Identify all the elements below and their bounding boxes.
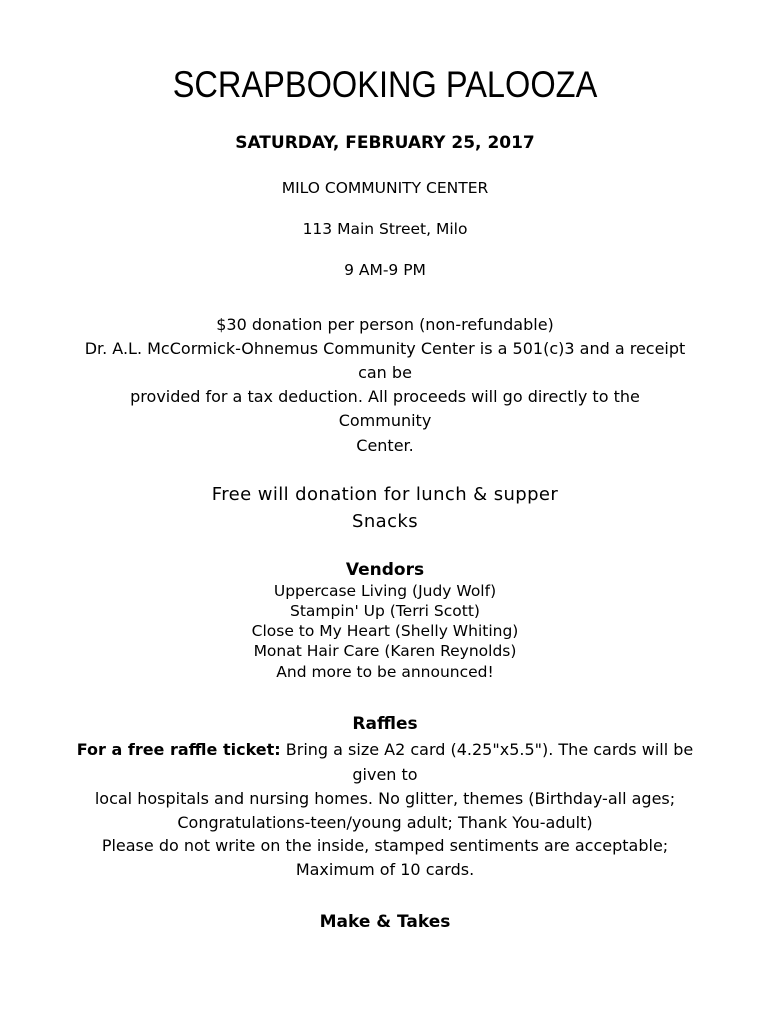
vendor-item: Uppercase Living (Judy Wolf) xyxy=(273,582,497,600)
raffle-line: Maximum of 10 cards. xyxy=(295,860,475,879)
event-hours: 9 AM-9 PM xyxy=(344,261,426,279)
raffle-line: local hospitals and nursing homes. No glitter, themes (Birthday-all ages; xyxy=(94,789,676,808)
donation-line: $30 donation per person (non-refundable) xyxy=(216,315,554,334)
raffle-line: Bring a size A2 card (4.25"x5.5"). The cards will be xyxy=(280,740,694,759)
raffle-first-line xyxy=(0,740,770,759)
vendors-heading: Vendors xyxy=(345,560,425,580)
raffle-line: Please do not write on the inside, stamped sentiments are acceptable; xyxy=(101,836,669,855)
donation-line: Center. xyxy=(356,436,414,455)
raffle-lead: For a free raffle ticket: xyxy=(76,740,281,759)
food-line: Snacks xyxy=(352,511,418,532)
make-takes-heading: Make & Takes xyxy=(319,912,451,932)
donation-line: provided for a tax deduction. All proceeds will go directly to the xyxy=(130,387,640,406)
donation-line: Community xyxy=(338,411,432,430)
event-title: SCRAPBOOKING PALOOZA xyxy=(172,64,598,105)
raffle-line: given to xyxy=(352,765,418,784)
vendor-item: Monat Hair Care (Karen Reynolds) xyxy=(253,642,517,660)
raffle-line: Congratulations-teen/young adult; Thank You-adult) xyxy=(177,813,593,832)
event-address: 113 Main Street, Milo xyxy=(302,220,468,238)
vendor-item: Close to My Heart (Shelly Whiting) xyxy=(251,622,519,640)
vendor-item: And more to be announced! xyxy=(276,663,494,681)
event-venue: MILO COMMUNITY CENTER xyxy=(281,179,489,197)
raffles-heading: Raffles xyxy=(352,714,418,734)
food-line: Free will donation for lunch & supper xyxy=(211,484,559,505)
event-date: SATURDAY, FEBRUARY 25, 2017 xyxy=(235,133,535,153)
donation-line: can be xyxy=(358,363,412,382)
vendor-item: Stampin' Up (Terri Scott) xyxy=(290,602,480,620)
donation-line: Dr. A.L. McCormick-Ohnemus Community Center is a 501(c)3 and a receipt xyxy=(84,339,686,358)
